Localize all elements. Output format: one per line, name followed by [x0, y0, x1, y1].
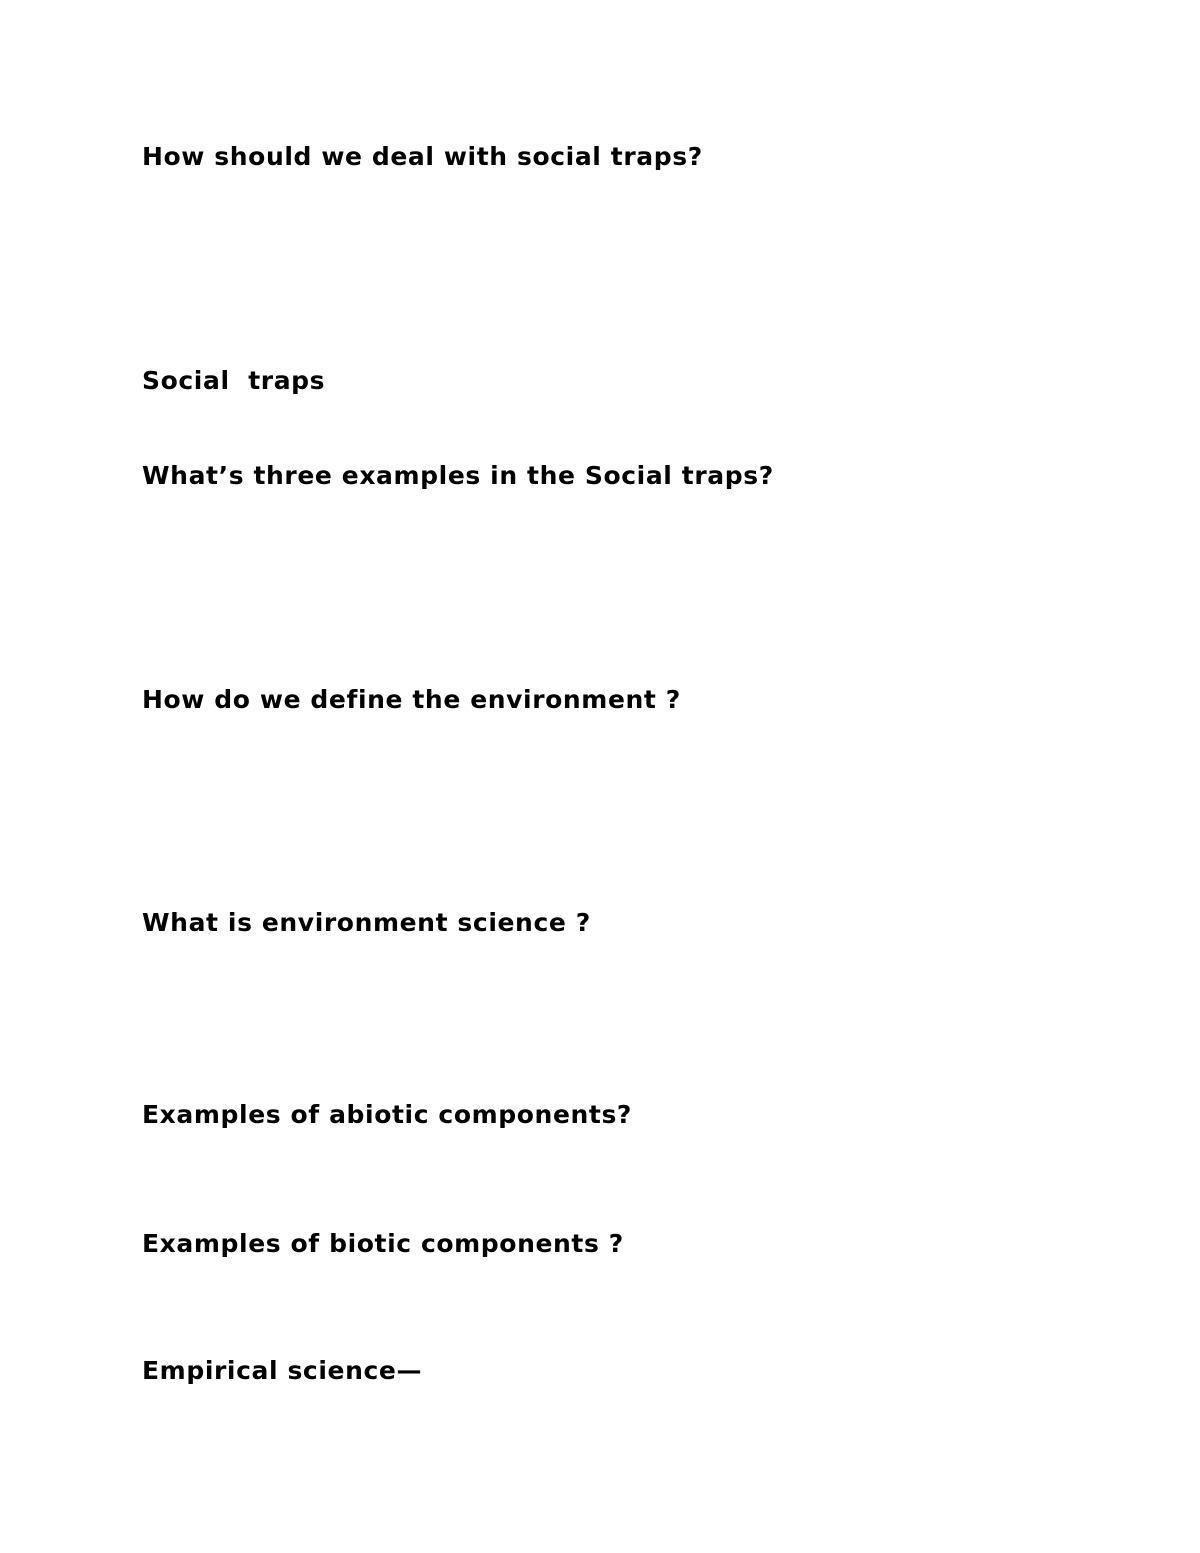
question-define-environment: How do we define the environment ?: [142, 685, 681, 714]
question-social-traps-examples: What’s three examples in the Social traps?: [142, 461, 774, 490]
question-biotic-components: Examples of biotic components ?: [142, 1229, 624, 1258]
question-abiotic-components: Examples of abiotic components?: [142, 1100, 633, 1129]
question-environment-science: What is environment science ?: [142, 908, 591, 937]
term-empirical-science: Empirical science—: [142, 1356, 423, 1385]
heading-social-traps: Social traps: [142, 366, 326, 395]
question-social-traps-deal: How should we deal with social traps?: [142, 142, 703, 171]
